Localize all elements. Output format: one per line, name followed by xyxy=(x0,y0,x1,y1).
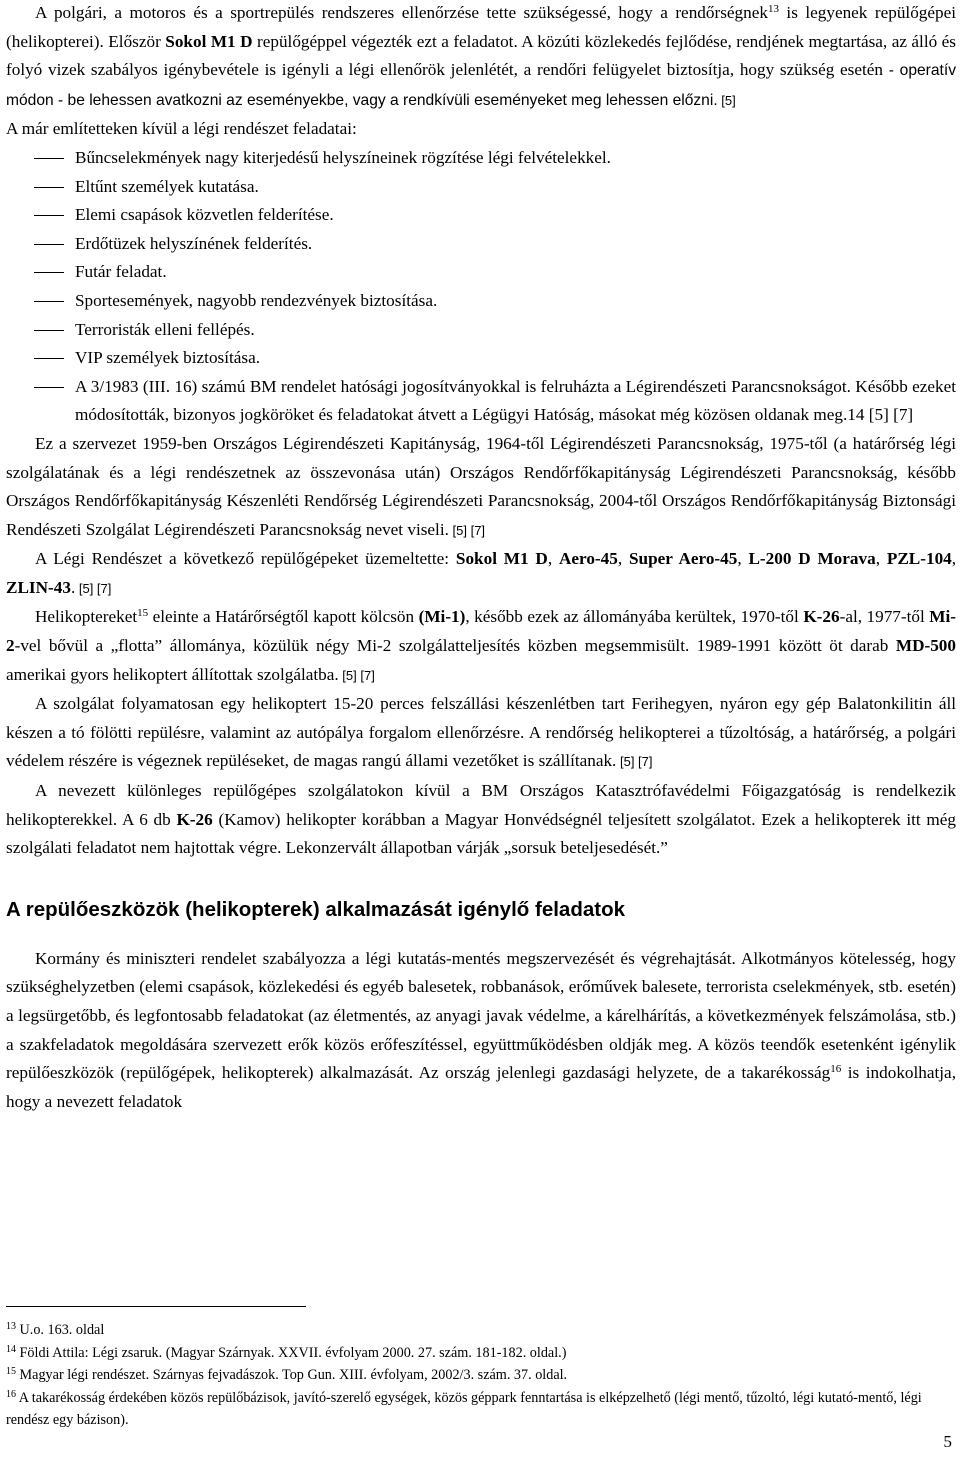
footnote-13: $^{13}$ U.o. 163. oldal xyxy=(6,1321,105,1338)
citation: [5] [7] xyxy=(448,522,486,538)
paragraph-disaster-management: A nevezett különleges repülőgépes szolgálatokon kívül a BM Országos Katasztrófavédelmi Főigazgatóság is rendelkezik helikopterekkel. A 6 db K-26 (Kamov) helikopter korábban a Magyar Honvédségnél teljesített szolgálatot. Ezek a helikopterek itt még szolgálati feladatot nem hajtottak végre. Lekonzervált állapotban várják „sorsuk beteljesedését.” xyxy=(6,781,957,858)
dash-bullet xyxy=(34,358,64,359)
list-item: Terroristák elleni fellépés. xyxy=(6,316,956,345)
dash-bullet xyxy=(34,330,64,331)
footnote-ref-16[interactable]: 16 xyxy=(830,1063,842,1076)
paragraph-tasks-intro: A már említetteken kívül a légi rendészet feladatai: xyxy=(6,119,357,139)
list-item: Eltűnt személyek kutatása. xyxy=(6,173,956,202)
dash-bullet xyxy=(34,301,64,302)
citation: [5] [7] xyxy=(75,580,112,596)
citation: [5] xyxy=(717,92,736,108)
dash-bullet xyxy=(34,158,64,159)
list-item: A 3/1983 (III. 16) számú BM rendelet hatósági jogosítványokkal is felruházta a Légirendészeti Parancsnokságot. Később ezeket módosították, bizonyos jogköröket és feladatokat átvett a Légügyi Hatóság, másokat még közösen oldanak meg.14 [5] [7] xyxy=(6,373,956,430)
list-item: Futár feladat. xyxy=(6,258,956,287)
paragraph-service: A szolgálat folyamatosan egy helikoptert 15-20 perces felszállási készenlétben tart Ferihegyen, nyáron egy gép Balatonkilitin áll készen a tó fölötti repülésre, valamint az autópálya forgalom ellenőrzésre. A rendőrség helikopterei a tűzoltóság, a határőrség, a polgári védelem részére is végeznek repüléseket, de magas rangú állami vezetőket is szállítanak. [5] [7] xyxy=(6,694,956,771)
paragraph-organization: Ez a szervezet 1959-ben Országos Légirendészeti Kapitányság, 1964-től Légirendészeti Parancsnokság, 1975-től (a határőrség légi szolgálatának és a légi rendészetnek az összevonása után) Országos Rendőrfőkapitányság Légirendészeti Parancsnokság, később Országos Rendőrfőkapitányság Készenléti Rendőrség Légirendészeti Parancsnokság, 2004-től Országos Rendőrfőkapitányság Biztonsági Rendészeti Szolgálat Légirendészeti Parancsnokság nevet viseli. [5] [7] xyxy=(6,433,956,539)
list-item: Elemi csapások közvetlen felderítése. xyxy=(6,201,956,230)
footnote-ref-13[interactable]: 13 xyxy=(767,3,779,15)
document-body xyxy=(6,0,956,1116)
list-item: Bűncselekmények nagy kiterjedésű helyszíneinek rögzítése légi felvételekkel. xyxy=(6,144,956,173)
footnote-ref-15[interactable]: 15 xyxy=(137,607,149,620)
paragraph-intro: A polgári, a motoros és a sportrepülés rendszeres ellenőrzése tette szükségessé, hogy a rendőrségnek$^{13}$ is legyenek repülőgépei (helikopterei). Először Sokol M1 D repülőgéppel végezték ezt a feladatot. A közúti közlekedés fejlődése, rendjének megtartása, az álló és folyó vizek szabályos igénybevétele is igényli a légi ellenőrök jelenlétét, a rendőri felügyelet biztosítja, hogy szükség esetén - operatív módon - be lehessen avatkozni az eseményekbe, vagy a rendkívüli eseményeket meg lehessen előzni. [5] xyxy=(6,3,957,109)
paragraph-tasks-requiring-aircraft: Kormány és miniszteri rendelet szabályozza a légi kutatás-mentés megszervezését és végrehajtását. Alkotmányos kötelesség, hogy szükséghelyzetben (elemi csapások, közlekedési és egyéb balesetek, robbanások, erőművek balesete, terrorista cselekmények, stb. esetén) a legsürgetőbb, és legfontosabb feladatokat (az életmentés, az anyagi javak védelme, a kárelhárítás, a következmények felszámolása, stb.) a szakfeladatok megoldására szervezett erők közös erőfeszítéssel, együttműködésben oldják meg. A közös teendők esetenként igénylik repülőeszközök (repülőgépek, helikopterek) alkalmazását. Az ország jelenlegi gazdasági helyzete, de a takarékosság$^{16}$ is indokolhatja, hogy a nevezett feladatok xyxy=(6,948,956,1111)
footnote-16: $^{16}$ A takarékosság érdekében közös repülőbázisok, javító-szerelő egységek, közös géppark fenntartása is elképzelhető (légi mentő, tűzoltó, légi kutató-mentő, légi rendész egy bázison). xyxy=(6,1388,922,1428)
footnote-14: $^{14}$ Földi Attila: Légi zsaruk. (Magyar Szárnyak. XXVII. évfolyam 2000. 27. szám. 181-182. oldal.) xyxy=(6,1343,567,1361)
footnote-15: $^{15}$ Magyar légi rendészet. Szárnyas fejvadászok. Top Gun. XIII. évfolyam, 2002/3. szám. 37. oldal. xyxy=(6,1366,568,1383)
dash-bullet xyxy=(34,272,64,273)
citation: [5] [7] xyxy=(616,754,653,770)
paragraph-aircraft: A Légi Rendészet a következő repülőgépeket üzemeltette: Sokol M1 D, Aero-45, Super Aero-45, L-200 D Morava, PZL-104, ZLIN-43. [5] [7] xyxy=(6,549,957,597)
dash-bullet xyxy=(34,215,64,216)
page-number: 5 xyxy=(943,1432,952,1451)
dash-bullet xyxy=(34,244,64,245)
dash-bullet xyxy=(34,387,64,388)
dash-bullet xyxy=(34,187,64,188)
list-item: VIP személyek biztosítása. xyxy=(6,344,956,373)
footnote-divider xyxy=(6,1306,306,1307)
footnotes xyxy=(6,1306,956,1432)
list-item: Sportesemények, nagyobb rendezvények biztosítása. xyxy=(6,287,956,316)
tasks-list xyxy=(6,144,956,430)
paragraph-helicopters: Helikoptereket$^{15}$ eleinte a Határőrségtől kapott kölcsön (Mi-1), később ezek az állományába kerültek, 1970-től K-26-al, 1977-től Mi-2-vel bővül a „flotta” állománya, közülük négy Mi-2 szolgálatteljesítés közben megsemmisült. 1989-1991 között öt darab MD-500 amerikai gyors helikoptert állítottak szolgálatba. [5] [7] xyxy=(6,607,957,684)
section-heading: A repülőeszközök (helikopterek) alkalmazását igénylő feladatok xyxy=(6,897,625,921)
aircraft-name: Sokol M1 D xyxy=(165,31,253,51)
list-item: Erdőtüzek helyszínének felderítés. xyxy=(6,230,956,259)
citation: [5] [7] xyxy=(338,667,375,683)
